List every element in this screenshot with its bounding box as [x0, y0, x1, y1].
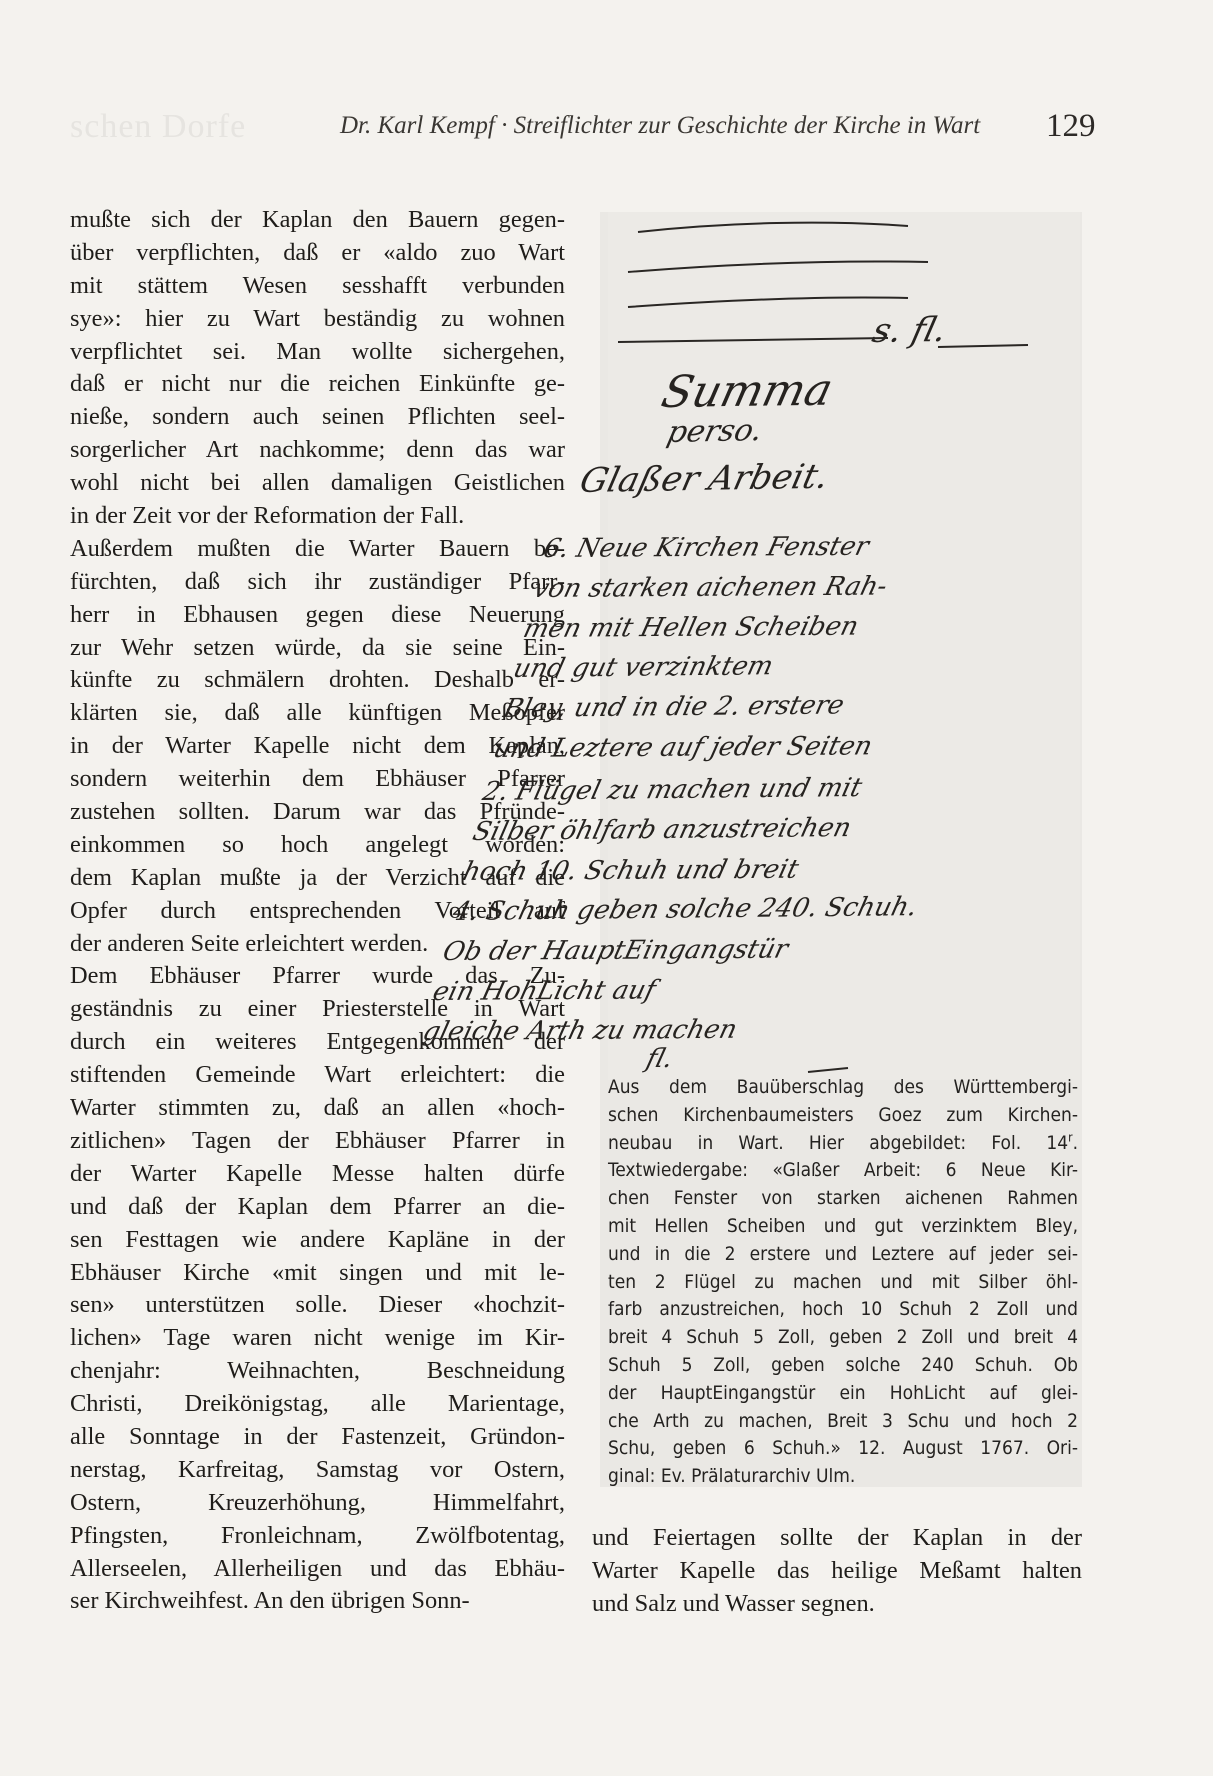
- text-line: mußte sich der Kaplan den Bauern gegen-: [70, 206, 565, 233]
- caption-line: [608, 1324, 1078, 1352]
- text-line: der anderen Seite erleichtert werden.: [70, 929, 429, 957]
- handwriting-line: und gut verzinktem: [510, 650, 777, 684]
- handwriting-line: 6. Neue Kirchen Fenster: [540, 531, 872, 564]
- text-line: der Warter Kapelle Messe halten dürfe: [70, 1159, 565, 1187]
- text-line: chenjahr: Weihnachten, Beschneidung: [70, 1357, 565, 1385]
- caption-line: [608, 1269, 1078, 1297]
- text-line: und Salz und Wasser segnen.: [592, 1589, 875, 1617]
- caption-text: breit 4 Schuh 5 Zoll, geben 2 Zoll und breit 4: [608, 1326, 1078, 1349]
- running-head: Dr. Karl Kempf · Streiflichter zur Geschichte der Kirche in Wart: [340, 112, 981, 139]
- caption-line: [608, 1435, 1078, 1463]
- text-line: nieße, sondern auch seinen Pflichten seel-: [70, 403, 565, 431]
- text-line: Ebhäuser Kirche «mit singen und mit le-: [70, 1258, 565, 1286]
- caption-text: chen Fenster von starken aichenen Rahmen: [608, 1187, 1078, 1210]
- bleed-through-text: schen Dorfe: [70, 108, 247, 145]
- text-line: zur Wehr setzen würde, da sie seine Ein-: [70, 633, 565, 661]
- text-line: durch ein weiteres Entgegenkommen der: [70, 1028, 565, 1056]
- text-line: lichen» Tage waren nicht wenige im Kir-: [70, 1324, 565, 1352]
- manuscript-figure: [419, 212, 1080, 1080]
- right-text-column-end: [592, 1522, 1082, 1621]
- text-line: künfte zu schmälern drohten. Deshalb er-: [70, 666, 565, 694]
- handwriting-line: Ob der HauptEingangstür: [439, 933, 792, 967]
- caption-line: [608, 1241, 1078, 1269]
- text-line: ser Kirchweihfest. An den übrigen Sonn-: [70, 1587, 470, 1615]
- caption-line: [608, 1296, 1078, 1324]
- handwriting-line: 2. Flügel zu machen und mit: [479, 772, 866, 807]
- handwriting-line: hoch 10. Schuh und breit: [459, 854, 802, 887]
- handwriting-line: von starken aichenen Rah-: [530, 570, 891, 604]
- text-line: in der Zeit vor der Reformation der Fall.: [70, 502, 465, 530]
- caption-line: [608, 1102, 1078, 1130]
- caption-text: Schuh 5 Zoll, geben solche 240 Schuh. Ob: [608, 1353, 1078, 1376]
- text-line: Allerseelen, Allerheiligen und das Ebhäu-: [70, 1554, 565, 1582]
- handwriting-line: gleiche Arth zu machen: [419, 1014, 741, 1047]
- text-line: sondern weiterhin dem Ebhäuser Pfarrer: [70, 765, 565, 793]
- caption-line: [608, 1352, 1078, 1380]
- text-line: alle Sonntage in der Fastenzeit, Gründon-: [70, 1422, 565, 1450]
- text-line: und daß der Kaplan dem Pfarrer an die-: [70, 1192, 565, 1220]
- text-line: Warter stimmten zu, daß an allen «hoch-: [70, 1094, 565, 1122]
- manuscript-handwriting: [419, 212, 1080, 1080]
- text-line: daß er nicht nur die reichen Einkünfte ge-: [70, 370, 565, 398]
- handwriting-line: Bley, und in die 2. erstere: [500, 689, 848, 724]
- caption-line: [608, 1213, 1078, 1241]
- caption-line: [608, 1380, 1078, 1408]
- text-line: in der Warter Kapelle nicht dem Kaplan,: [70, 732, 565, 760]
- caption-text: neubau in Wart. Hier abgebildet: Fol. 14: [608, 1131, 1069, 1154]
- caption-text: farb anzustreichen, hoch 10 Schuh 2 Zoll und: [608, 1298, 1078, 1321]
- handwriting-line: men mit Hellen Scheiben: [520, 611, 862, 644]
- text-line: herr in Ebhausen gegen diese Neuerung: [70, 600, 565, 628]
- text-line: zustehen sollten. Darum war das Pfründe-: [70, 798, 565, 826]
- text-line: nerstag, Karfreitag, Samstag vor Ostern,: [70, 1455, 565, 1483]
- text-line: Ostern, Kreuzerhöhung, Himmelfahrt,: [70, 1488, 565, 1516]
- caption-line: [608, 1074, 1078, 1102]
- handwriting-line: Glaßer Arbeit.: [576, 457, 833, 501]
- handwriting-line: fl.: [643, 1043, 677, 1074]
- caption-text: Aus dem Bauüberschlag des Württembergi-: [608, 1076, 1078, 1098]
- folio-superscript: r: [1068, 1130, 1073, 1145]
- caption-line: [608, 1463, 1078, 1491]
- text-line: sye»: hier zu Wart beständig zu wohnen: [70, 304, 565, 332]
- pen-stroke: [808, 1068, 848, 1072]
- text-line: fürchten, daß sich ihr zuständiger Pfarr-: [70, 567, 565, 595]
- text-line: Dem Ebhäuser Pfarrer wurde das Zu-: [70, 962, 565, 990]
- text-line: sorgerlicher Art nachkomme; denn das war: [70, 436, 565, 464]
- pen-stroke: [638, 223, 908, 232]
- text-line: und Feiertagen sollte der Kaplan in der: [592, 1524, 1082, 1551]
- handwriting-line: perso.: [663, 413, 766, 450]
- handwriting-line: s. fl.: [868, 310, 951, 351]
- caption-text: ginal: Ev. Prälaturarchiv Ulm.: [608, 1465, 856, 1488]
- handwriting-line: Summa: [656, 364, 838, 418]
- figure-caption: [608, 1074, 1078, 1491]
- caption-text: schen Kirchenbaumeisters Goez zum Kirchen-: [608, 1103, 1078, 1126]
- caption-line: [608, 1185, 1078, 1213]
- caption-text: ten 2 Flügel zu machen und mit Silber öhl-: [608, 1270, 1078, 1293]
- text-line: klärten sie, daß alle künftigen Meßopfer: [70, 699, 565, 727]
- text-line: geständnis zu einer Priesterstelle in Wart: [70, 995, 565, 1023]
- text-line: Christi, Dreikönigstag, alle Marientage,: [70, 1390, 565, 1418]
- caption-text: mit Hellen Scheiben und gut verzinktem Bley,: [608, 1214, 1078, 1237]
- text-line: Pfingsten, Fronleichnam, Zwölfbotentag,: [70, 1521, 565, 1549]
- text-line: über verpflichten, daß er «aldo zuo Wart: [70, 238, 565, 266]
- caption-line: [608, 1130, 1078, 1158]
- folio-suffix: .: [1072, 1131, 1078, 1154]
- text-line: verpflichtet sei. Man wollte sichergehen,: [70, 337, 565, 365]
- text-line: stiftenden Gemeinde Wart erleichtert: die: [70, 1061, 565, 1089]
- page-number: 129: [1046, 108, 1096, 144]
- caption-line: [608, 1157, 1078, 1185]
- text-line: Außerdem mußten die Warter Bauern be-: [70, 534, 565, 562]
- handwriting-line: 4. Schuh geben solche 240. Schuh.: [449, 891, 921, 927]
- pen-stroke: [618, 338, 888, 342]
- text-line: einkommen so hoch angelegt worden:: [70, 830, 565, 858]
- text-line: Opfer durch entsprechenden Vorteil auf: [70, 896, 565, 924]
- text-line: mit stättem Wesen sesshafft verbunden: [70, 271, 565, 299]
- text-line: dem Kaplan mußte ja der Verzicht auf die: [70, 863, 565, 891]
- pen-stroke: [938, 345, 1028, 347]
- text-line: sen» unterstützen solle. Dieser «hochzit-: [70, 1291, 565, 1319]
- caption-text: che Arth zu machen, Breit 3 Schu und hoch 2: [608, 1409, 1078, 1432]
- caption-text: und in die 2 erstere und Leztere auf jeder sei-: [608, 1242, 1078, 1265]
- caption-line: [608, 1408, 1078, 1436]
- handwriting-line: Silber öhlfarb anzustreichen: [469, 812, 855, 847]
- text-line: Warter Kapelle das heilige Meßamt halten: [592, 1556, 1082, 1584]
- handwriting-line: und Leztere auf jeder Seiten: [490, 730, 876, 764]
- text-line: zitlichen» Tagen der Ebhäuser Pfarrer in: [70, 1126, 565, 1154]
- caption-text: der HauptEingangstür ein HohLicht auf glei-: [608, 1381, 1078, 1404]
- text-line: wohl nicht bei allen damaligen Geistlichen: [70, 469, 565, 497]
- handwriting-line: ein HohLicht auf: [429, 974, 659, 1007]
- caption-text: Schu, geben 6 Schuh.» 12. August 1767. Ori-: [608, 1437, 1078, 1460]
- pen-stroke: [628, 297, 908, 307]
- caption-text: Textwiedergabe: «Glaßer Arbeit: 6 Neue Kir-: [608, 1159, 1078, 1182]
- text-line: sen Festtagen wie andere Kapläne in der: [70, 1225, 565, 1253]
- pen-stroke: [628, 261, 928, 272]
